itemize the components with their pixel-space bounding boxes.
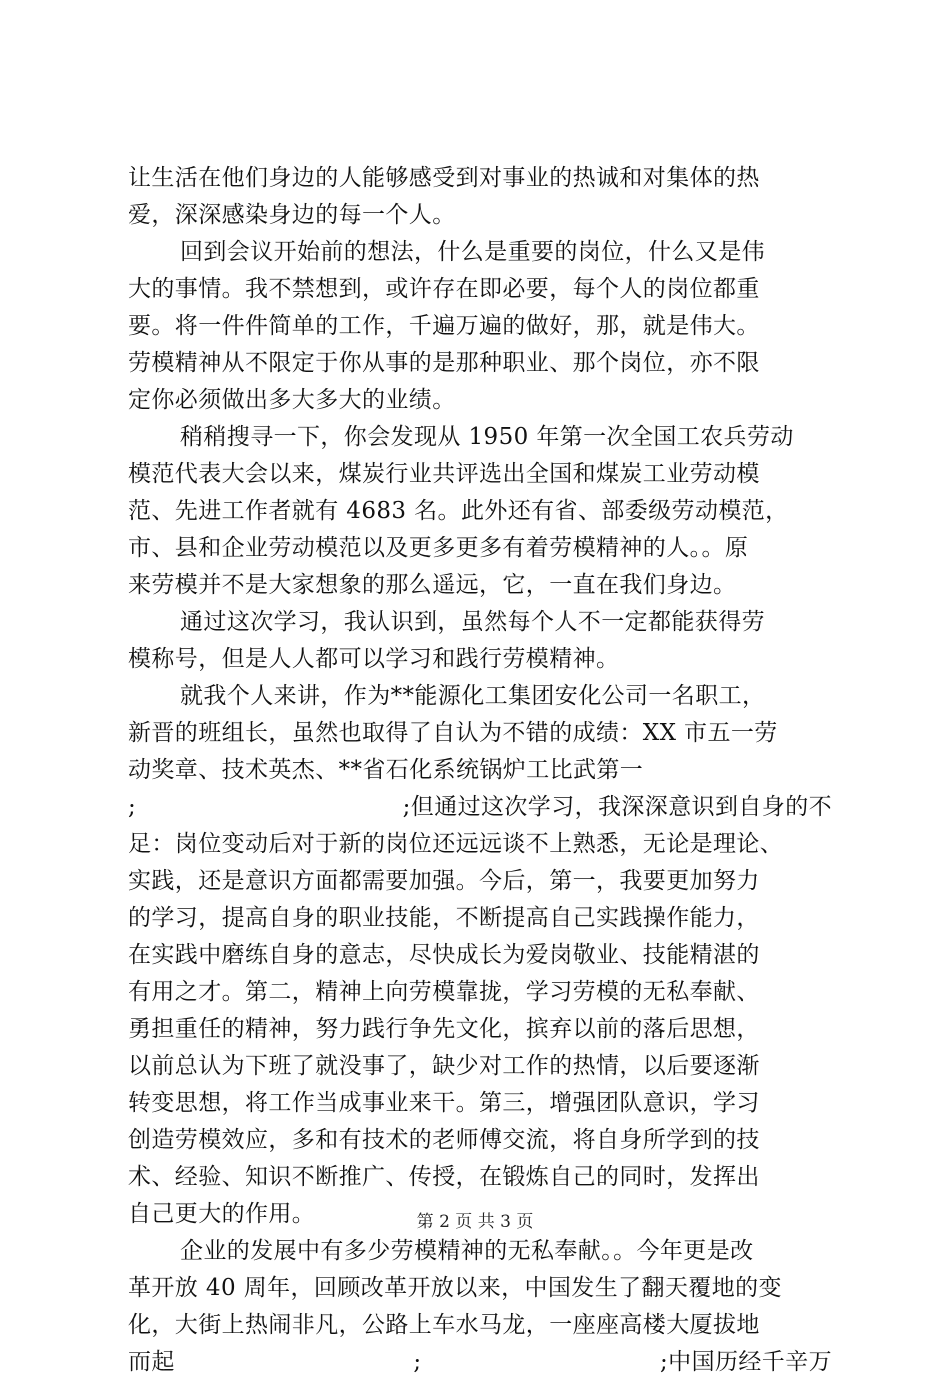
text-line: 大的事情。我不禁想到，或许存在即必要，每个人的岗位都重 <box>128 276 760 302</box>
text-line: 劳模精神从不限定于你从事的是那种职业、那个岗位，亦不限 <box>128 350 760 376</box>
page-number-footer: 第 2 页 共 3 页 <box>416 1212 534 1232</box>
text-line: 在实践中磨练自身的意志，尽快成长为爱岗敬业、技能精湛的 <box>128 942 760 968</box>
paragraph-start: 通过这次学习，我认识到，虽然每个人不一定都能获得劳 <box>180 609 765 635</box>
paragraph-start: 稍稍搜寻一下，你会发现从 1950 年第一次全国工农兵劳动 <box>180 424 794 450</box>
text-line: 让生活在他们身边的人能够感受到对事业的热诚和对集体的热 <box>128 165 760 191</box>
text-line: 革开放 40 周年，回顾改革开放以来，中国发生了翻天覆地的变 <box>128 1275 782 1301</box>
text-line-split <box>128 789 832 826</box>
text-line: 要。将一件件简单的工作，千遍万遍的做好，那，就是伟大。 <box>128 313 760 339</box>
text-line: 自己更大的作用。 <box>128 1201 316 1227</box>
text-line: 来劳模并不是大家想象的那么遥远，它，一直在我们身边。 <box>128 572 737 598</box>
text-line: 转变思想，将工作当成事业来干。第三，增强团队意识，学习 <box>128 1090 760 1116</box>
text-line: 创造劳模效应，多和有技术的老师傅交流，将自身所学到的技 <box>128 1127 760 1153</box>
text-line-split <box>128 1344 832 1381</box>
text-line: 以前总认为下班了就没事了，缺少对工作的热情，以后要逐渐 <box>128 1053 760 1079</box>
text-line: 化，大街上热闹非凡，公路上车水马龙，一座座高楼大厦拔地 <box>128 1312 760 1338</box>
text-line: 定你必须做出多大多大的业绩。 <box>128 387 456 413</box>
text-line: 有用之才。第二，精神上向劳模靠拢，学习劳模的无私奉献、 <box>128 979 760 1005</box>
text-line: 术、经验、知识不断推广、传授，在锻炼自己的同时，发挥出 <box>128 1164 760 1190</box>
text-line: 市、县和企业劳动模范以及更多更多有着劳模精神的人。。原 <box>128 535 749 561</box>
paragraph-start: 企业的发展中有多少劳模精神的无私奉献。。今年更是改 <box>180 1238 754 1264</box>
line-fragment: ; <box>413 1349 422 1375</box>
body-text <box>128 160 832 1381</box>
line-fragment: ; <box>128 794 137 820</box>
text-line: 动奖章、技术英杰、**省石化系统锅炉工比武第一 <box>128 757 644 783</box>
text-line: 爱，深深感染身边的每一个人。 <box>128 202 456 228</box>
text-line: 足：岗位变动后对于新的岗位还远远谈不上熟悉，无论是理论、 <box>128 831 784 857</box>
text-line: 的学习，提高自身的职业技能，不断提高自己实践操作能力， <box>128 905 760 931</box>
paragraph-start: 就我个人来讲，作为**能源化工集团安化公司一名职工， <box>180 683 766 709</box>
text-line: 模范代表大会以来，煤炭行业共评选出全国和煤炭工业劳动模 <box>128 461 760 487</box>
text-line: 模称号，但是人人都可以学习和践行劳模精神。 <box>128 646 620 672</box>
text-line: 范、先进工作者就有 4683 名。此外还有省、部委级劳动模范， <box>128 498 789 524</box>
paragraph-start: 回到会议开始前的想法，什么是重要的岗位，什么又是伟 <box>180 239 765 265</box>
line-fragment: ;但通过这次学习，我深深意识到自身的不 <box>402 794 832 820</box>
line-fragment: 而起 <box>128 1349 175 1375</box>
text-line: 勇担重任的精神，努力践行争先文化，摈弃以前的落后思想， <box>128 1016 760 1042</box>
text-line: 新晋的班组长，虽然也取得了自认为不错的成绩：XX 市五一劳 <box>128 720 778 746</box>
text-line: 实践，还是意识方面都需要加强。今后，第一，我要更加努力 <box>128 868 760 894</box>
line-fragment: ;中国历经千辛万 <box>660 1349 832 1375</box>
